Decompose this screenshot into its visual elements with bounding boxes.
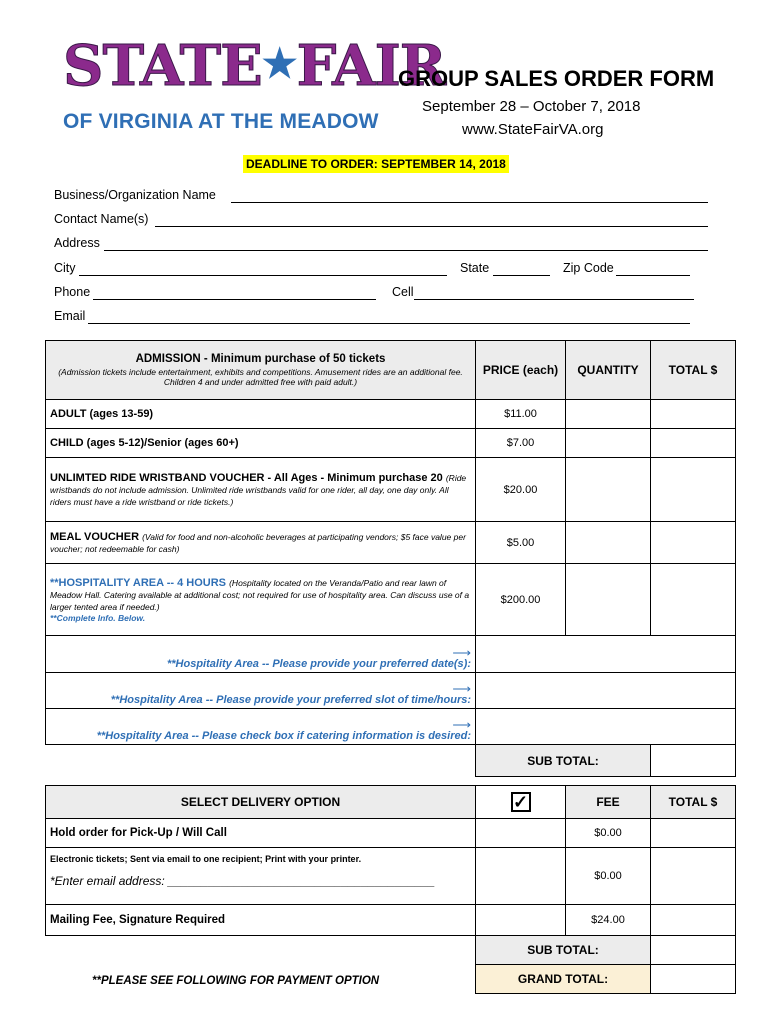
wristband-label: UNLIMTED RIDE WRISTBAND VOUCHER - All Ages - Minimum purchase 20 [50,471,443,484]
state-label: State [460,261,490,275]
hosp-catering-prompt-cell [46,709,476,745]
electronic-cell [46,848,476,905]
electronic-fee: $0.00 [566,848,651,905]
price-header: PRICE (each) [476,341,566,400]
admission-heading: ADMISSION - Minimum purchase of 50 tickets [135,353,386,365]
cell-field[interactable] [414,299,694,300]
email-field[interactable] [88,323,690,324]
hosp-catering-prompt: **Hospitality Area -- Please check box if catering information is desired: [96,730,471,742]
arrow-right-icon: ⟶ [452,681,471,696]
child-quantity[interactable] [566,429,651,458]
meal-label: MEAL VOUCHER [50,530,140,543]
payment-note: **PLEASE SEE FOLLOWING FOR PAYMENT OPTION [92,975,380,987]
hosp-date-input[interactable] [476,636,736,673]
hosp-time-input[interactable] [476,673,736,709]
electronic-check[interactable] [476,848,566,905]
adult-price: $11.00 [476,400,566,429]
wristband-price: $20.00 [476,458,566,522]
fee-header: FEE [566,786,651,819]
business-label: Business/Organization Name [54,188,216,202]
grand-total-value[interactable] [651,965,736,994]
address-field[interactable] [104,250,708,251]
delivery-heading: SELECT DELIVERY OPTION [46,786,476,819]
hosp-date-prompt-cell [46,636,476,673]
zip-label: Zip Code [563,261,614,275]
quantity-header: QUANTITY [566,341,651,400]
wristband-quantity[interactable] [566,458,651,522]
city-label: City [54,261,76,275]
pickup-check[interactable] [476,819,566,848]
mailing-check[interactable] [476,905,566,936]
admission-table [45,340,736,777]
email-prompt[interactable]: *Enter email address: ________________________________________ [50,874,436,888]
hospitality-label: **HOSPITALITY AREA -- 4 HOURS [50,576,227,589]
hospitality-quantity[interactable] [566,564,651,636]
cell-label: Cell [392,285,414,299]
form-title: GROUP SALES ORDER FORM [398,66,715,91]
meal-total[interactable] [651,522,736,564]
meal-quantity[interactable] [566,522,651,564]
meal-price: $5.00 [476,522,566,564]
hosp-time-prompt: **Hospitality Area -- Please provide your preferred slot of time/hours: [110,694,471,706]
deadline-banner: DEADLINE TO ORDER: SEPTEMBER 14, 2018 [243,155,509,173]
admission-subheading: (Admission tickets include entertainment, exhibits and competitions. Amusement rides are an additional fee. Children 4 and under admitted free with paid adult.) [58,367,463,387]
email-label: Email [54,309,86,323]
address-label: Address [54,236,100,250]
logo-fair: FAIR [296,33,446,99]
logo-state: STATE [63,33,262,99]
grand-total-label: GRAND TOTAL: [476,965,651,994]
zip-field[interactable] [616,275,690,276]
contact-label: Contact Name(s) [54,212,149,226]
hospitality-cell [46,564,476,636]
phone-label: Phone [54,285,91,299]
hosp-time-prompt-cell [46,673,476,709]
star-icon: ★ [261,40,297,87]
arrow-right-icon: ⟶ [452,645,471,660]
phone-field[interactable] [93,299,376,300]
wristband-total[interactable] [651,458,736,522]
pickup-total[interactable] [651,819,736,848]
meal-cell [46,522,476,564]
hospitality-complete-note: **Complete Info. Below. [50,612,146,623]
pickup-fee: $0.00 [566,819,651,848]
hospitality-total[interactable] [651,564,736,636]
electronic-label: Electronic tickets; Sent via email to one recipient; Print with your printer. [50,854,362,864]
city-field[interactable] [79,275,447,276]
child-total[interactable] [651,429,736,458]
electronic-total[interactable] [651,848,736,905]
child-label: CHILD (ages 5-12)/Senior (ages 60+) [46,429,476,458]
business-field[interactable] [231,202,708,203]
event-dates: September 28 – October 7, 2018 [422,98,641,115]
wristband-note: (Ride wristbands do not include admission. Unlimited ride wristbands valid for one rider, all day, one day only. All riders must have a ride wristband or ride tickets.) [50,472,467,507]
adult-quantity[interactable] [566,400,651,429]
checkbox-icon: ✓ [511,792,531,812]
website-url: www.StateFairVA.org [462,121,604,138]
hosp-date-prompt: **Hospitality Area -- Please provide your preferred date(s): [166,658,471,670]
hospitality-price: $200.00 [476,564,566,636]
mailing-total[interactable] [651,905,736,936]
contact-field[interactable] [155,226,708,227]
check-header [476,786,566,819]
arrow-right-icon: ⟶ [452,717,471,732]
adult-label: ADULT (ages 13-59) [46,400,476,429]
hospitality-note: (Hospitality located on the Veranda/Patio and rear lawn of Meadow Hall. Catering available at additional cost; not required for use of hospitality area. Can discuss use of a larger tented area if needed.) [50,577,470,612]
hosp-catering-checkbox[interactable] [476,709,736,745]
child-price: $7.00 [476,429,566,458]
subtotal-label: SUB TOTAL: [476,745,651,777]
adult-total[interactable] [651,400,736,429]
meal-note: (Valid for food and non-alcoholic beverages at participating vendors; $5 face value per voucher; not redeemable for cash) [50,531,466,554]
wristband-cell [46,458,476,522]
admission-heading-cell [46,341,476,400]
logo-subtitle: OF VIRGINIA AT THE MEADOW [63,110,379,133]
delivery-subtotal-value[interactable] [651,936,736,965]
state-fair-logo [63,33,446,99]
delivery-subtotal-label: SUB TOTAL: [476,936,651,965]
mailing-label: Mailing Fee, Signature Required [46,905,476,936]
mailing-fee: $24.00 [566,905,651,936]
delivery-total-header: TOTAL $ [651,786,736,819]
state-field[interactable] [493,275,550,276]
delivery-table [45,785,736,994]
pickup-label: Hold order for Pick-Up / Will Call [46,819,476,848]
total-header: TOTAL $ [651,341,736,400]
subtotal-value[interactable] [651,745,736,777]
